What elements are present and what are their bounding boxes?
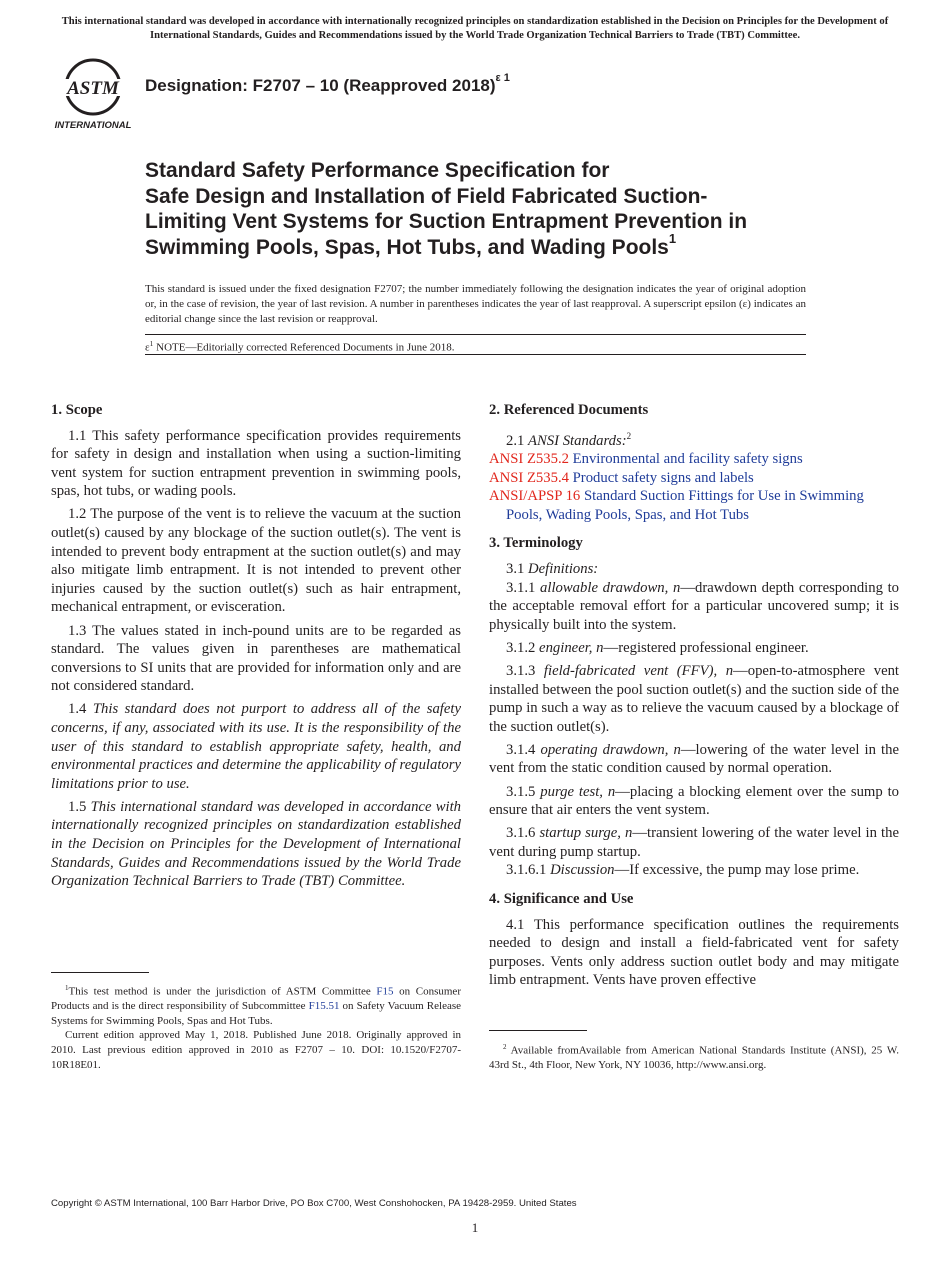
term-3-1-1 xyxy=(489,579,899,635)
title-line-1: Standard Safety Performance Specification for xyxy=(145,159,610,182)
term-3-1-6 xyxy=(489,824,899,861)
scope-para-1-5-text: This international standard was developed in accordance with internationally recognized principles on standardization established in the Decision on Principles for the Development of International Standards, Guides and Recommendations issued by the World Trade Organization Technical Barriers to Trade (TBT) Committee. xyxy=(51,798,461,890)
term-definition: —placing a blocking element over the sump to ensure that air enters the vent system. xyxy=(489,783,899,819)
term-name: field-fabricated vent (FFV), n xyxy=(543,663,734,680)
term-3-1-2 xyxy=(489,639,899,658)
document-title xyxy=(145,158,845,260)
footnote-1 xyxy=(51,981,461,1072)
ref-code-link[interactable]: ANSI Z535.4 xyxy=(489,469,569,486)
footnote-1-text-a: This test method is under the jurisdiction of ASTM Committee xyxy=(68,985,377,998)
right-column xyxy=(489,401,899,995)
astm-logo-mark xyxy=(60,60,126,114)
term-definition: —drawdown depth corresponding to the acceptable removal effort for a particular uncovered sump; it is physically built into the system. xyxy=(489,579,900,633)
epsilon-note xyxy=(145,339,455,354)
divider-bottom xyxy=(145,354,806,355)
refdocs-sub-label: ANSI Standards: xyxy=(528,432,627,449)
term-discussion xyxy=(489,861,899,880)
term-name: allowable drawdown, n xyxy=(540,579,681,596)
ref-code-link[interactable]: ANSI/APSP 16 xyxy=(489,488,581,505)
scope-para-1-3: 1.3 The values stated in inch-pound units are to be regarded as standard. The values given in parentheses are mathematical conversions to SI units that are provided for information only and are not considered standard. xyxy=(51,622,461,695)
significance-para-4-1: 4.1 This performance specification outlines the requirements needed to design and install a field-fabricated vent for safety purposes. Vents only address suction outlet body and may mitigate limb entrapment. Vents have proven effective xyxy=(489,916,899,989)
title-line-4: Swimming Pools, Spas, Hot Tubs, and Wading Pools xyxy=(145,235,669,259)
scope-para-1-5 xyxy=(51,798,461,891)
term-definition: —registered professional engineer. xyxy=(603,639,809,656)
footnote-1-text-b: on Consumer Products and is the direct responsibility of Subcommittee xyxy=(51,985,461,1013)
terminology-definitions xyxy=(489,560,899,579)
footnote-1-edition: Current edition approved May 1, 2018. Published June 2018. Originally approved in 2010. Last previous edition approved in 2010 as F2707 – 10. DOI: 10.1520/F2707-10R18E01. xyxy=(51,1029,461,1071)
title-line-3: Limiting Vent Systems for Suction Entrapment Prevention in xyxy=(145,210,748,234)
designation xyxy=(145,72,510,96)
footnote-divider-left xyxy=(51,972,149,973)
scope-para-1-4-text: This standard does not purport to address all of the safety concerns, if any, associated with its use. It is the responsibility of the user of this standard to establish appropriate safety, health, and environmental practices and determine the applicability of regulatory limitations prior to use. xyxy=(51,701,462,792)
term-3-1-5 xyxy=(489,783,899,820)
footnote-1-jurisdiction xyxy=(51,981,461,1028)
footnote-2 xyxy=(489,1040,899,1073)
subcommittee-f15-51-link[interactable]: F15.51 xyxy=(308,1000,340,1013)
scope-para-1-2: 1.2 The purpose of the vent is to relieve the vacuum at the suction outlet(s) caused by any blockage of the suction outlet(s). The vent is intended to prevent body entrapment at the suction outlet(s) and may also mitigate limb entrapment. It is not intended to prevent other injuries caused by the suction outlet(s) such as hair entrapment, mechanical entrapment, or evisceration. xyxy=(51,506,461,616)
footnote-2-marker: 2 xyxy=(503,1043,507,1051)
astm-logo xyxy=(52,57,134,133)
term-definition: —open-to-atmosphere vent installed between the pool suction outlet(s) and the suction side of the pump in such a way as to relieve the vacuum caused by a blockage of the suction outlet(s). xyxy=(489,663,900,735)
term-name: operating drawdown, n xyxy=(540,741,681,758)
scope-para-1-1: 1.1 This safety performance specification provides requirements for safety in design and installation when using a suction-limiting vent system for suction entrapment prevention in swimming pools, spas, hot tubs, or wading pools. xyxy=(51,427,461,500)
epsilon-note-text: NOTE—Editorially corrected Referenced Documents in June 2018. xyxy=(153,341,455,354)
title-footnote-marker: 1 xyxy=(668,230,677,246)
term-number: 3.1.1 xyxy=(506,579,541,596)
term-name: startup surge, n xyxy=(539,825,633,842)
discussion-number: 3.1.6.1 xyxy=(506,862,551,879)
section-heading-scope: 1. Scope xyxy=(51,402,103,418)
issued-note: This standard is issued under the fixed designation F2707; the number immediately following the designation indicates the year of original adoption or, in the case of revision, the year of last revision. A number in parentheses indicates the year of last reapproval. A superscript epsilon (ε) indicates an editorial change since the last revision or reapproval. xyxy=(145,283,806,325)
footnote-divider-right xyxy=(489,1030,587,1031)
copyright-notice: Copyright © ASTM International, 100 Barr Harbor Drive, PO Box C700, West Conshohocken, PA 19428-2959. United States xyxy=(51,1198,577,1209)
term-3-1-4 xyxy=(489,741,899,778)
term-3-1-3 xyxy=(489,662,899,736)
astm-logo-letters: ASTM xyxy=(67,78,119,99)
definitions-number: 3.1 xyxy=(506,561,529,578)
committee-f15-link[interactable]: F15 xyxy=(376,985,394,998)
footnote-1-marker: 1 xyxy=(65,984,69,992)
footnote-2-text xyxy=(489,1040,899,1073)
term-number: 3.1.6 xyxy=(506,825,540,842)
term-name: engineer, n xyxy=(539,639,604,656)
ref-item xyxy=(489,487,899,524)
footnote-1-text-c: on Safety Vacuum Release Systems for Swimming Pools, Spas and Hot Tubs. xyxy=(51,1000,461,1027)
title-line-2: Safe Design and Installation of Field Fabricated Suction- xyxy=(145,184,708,208)
ref-title-link[interactable]: Environmental and facility safety signs xyxy=(572,451,803,468)
scope-para-1-5-number: 1.5 xyxy=(68,798,91,815)
scope-para-1-4-number: 1.4 xyxy=(68,701,93,718)
refdocs-footnote-marker: 2 xyxy=(626,430,632,441)
term-number: 3.1.5 xyxy=(506,783,541,800)
page-number: 1 xyxy=(471,1220,479,1235)
refdocs-sub-2-1 xyxy=(489,427,899,450)
ref-item xyxy=(489,469,899,488)
epsilon-symbol: ε xyxy=(145,341,150,354)
term-definition: —lowering of the water level in the vent from the static condition caused by normal operation. xyxy=(489,741,899,777)
term-name: purge test, n xyxy=(540,783,616,800)
ref-title-link[interactable]: Standard Suction Fittings for Use in Swimming Pools, Wading Pools, Spas, and Hot Tubs xyxy=(506,488,864,523)
refdocs-sub-number: 2.1 xyxy=(506,432,529,449)
footnote-2-body: Available fromAvailable from American National Standards Institute (ANSI), 25 W. 43rd St., 4th Floor, New York, NY 10036, http://www.ansi.org. xyxy=(489,1044,899,1072)
discussion-label: Discussion xyxy=(550,862,615,879)
section-heading-significance: 4. Significance and Use xyxy=(489,891,634,908)
left-column xyxy=(51,401,461,895)
astm-logo-subtext: INTERNATIONAL xyxy=(54,120,132,131)
ref-item xyxy=(489,450,899,469)
designation-text: Designation: F2707 – 10 (Reapproved 2018) xyxy=(145,76,496,95)
divider-top xyxy=(145,334,806,335)
term-number: 3.1.3 xyxy=(506,663,544,680)
definitions-label: Definitions: xyxy=(528,561,599,578)
term-definition: —transient lowering of the water level in the vent during pump startup. xyxy=(489,825,899,860)
top-standard-note: This international standard was developed in accordance with internationally recognized principles on standardization established in the Decision on Principles for the Development of International Standards, Guides and Recommendations issued by the World Trade Organization Technical Barriers to Trade (TBT) Committee. xyxy=(61,16,889,41)
discussion-text: —If excessive, the pump may lose prime. xyxy=(614,862,860,879)
epsilon-sup: 1 xyxy=(149,339,154,348)
section-heading-terminology: 3. Terminology xyxy=(489,535,583,552)
designation-epsilon: ε 1 xyxy=(495,72,510,84)
term-number: 3.1.4 xyxy=(506,741,541,758)
scope-para-1-4 xyxy=(51,700,461,793)
section-heading-referenced-documents: 2. Referenced Documents xyxy=(489,402,649,418)
term-number: 3.1.2 xyxy=(506,639,540,656)
ref-title-link[interactable]: Product safety signs and labels xyxy=(572,469,754,486)
ref-code-link[interactable]: ANSI Z535.2 xyxy=(489,451,569,468)
